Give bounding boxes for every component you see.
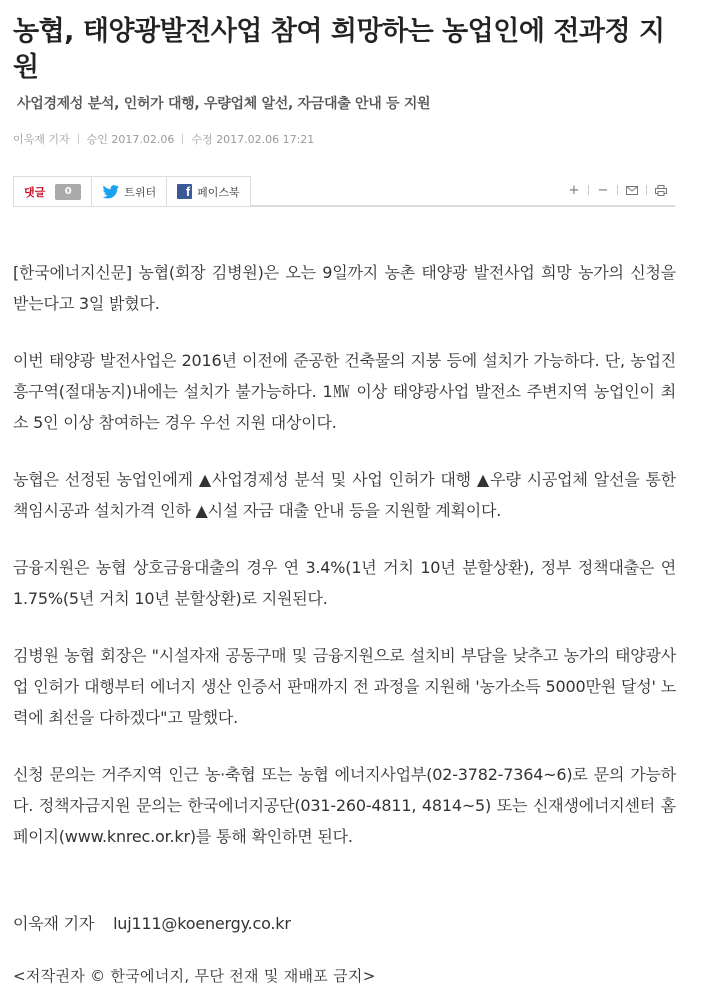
article-byline: [13, 131, 314, 147]
print-icon[interactable]: [651, 181, 671, 199]
tool-divider: [646, 185, 647, 195]
tool-divider: [588, 185, 589, 195]
body-paragraph: 농협은 선정된 농업인에게 ▲사업경제성 분석 및 사업 인허가 대행 ▲우량 시공업체 알선을 통한 책임시공과 설치가격 인하 ▲시설 자금 대출 안내 등을 지원할 계획이다.: [13, 470, 676, 520]
copyright-notice: <저작권자 © 한국에너지, 무단 전재 및 재배포 금지>: [13, 967, 376, 985]
body-paragraph: [한국에너지신문] 농협(회장 김병원)은 오는 9일까지 농촌 태양광 발전사업 희망 농가의 신청을 받는다고 3일 밝혔다.: [13, 263, 676, 313]
mail-icon[interactable]: [622, 181, 642, 199]
twitter-label: 트위터: [124, 185, 157, 199]
facebook-share-button[interactable]: [167, 177, 250, 206]
facebook-icon: f: [177, 184, 192, 199]
share-button-group: [13, 176, 251, 206]
body-paragraph: 이번 태양광 발전사업은 2016년 이전에 준공한 건축물의 지붕 등에 설치가 가능하다. 단, 농업진흥구역(절대농지)내에는 설치가 불가능하다. 1㎿ 이상 태양광사업 발전소 주변지역 농업인이 최소 5인 이상 참여하는 경우 우선 지원 대상이다.: [13, 351, 676, 432]
reporter-email[interactable]: luj111@koenergy.co.kr: [113, 914, 291, 933]
body-paragraph: 금융지원은 농협 상호금융대출의 경우 연 3.4%(1년 거치 10년 분할상환), 정부 정책대출은 연 1.75%(5년 거치 10년 분할상환)로 지원된다.: [13, 558, 676, 608]
modified-date: 수정 2017.02.06 17:21: [191, 133, 315, 146]
print-icon-graphic: [655, 185, 667, 196]
footer-reporter-name: 이욱재 기자: [13, 914, 95, 933]
body-paragraph: 김병원 농협 회장은 "시설자재 공동구매 및 금융지원으로 설치비 부담을 낮추고 농가의 태양광사업 인허가 대행부터 에너지 생산 인증서 판매까지 전 과정을 지원해 '농가소득 5000만원 달성' 노력에 최선을 다하겠다"고 말했다.: [13, 646, 676, 727]
comment-button[interactable]: [14, 177, 92, 206]
article-tools: [564, 181, 671, 199]
article-body: [13, 257, 676, 878]
zoom-out-icon[interactable]: −: [597, 182, 609, 198]
article-headline: 농협, 태양광발전사업 참여 희망하는 농업인에 전과정 지원: [13, 16, 665, 83]
article-subtitle: 사업경제성 분석, 인허가 대행, 우량업체 알선, 자금대출 안내 등 지원: [17, 96, 431, 112]
body-paragraph: 신청 문의는 거주지역 인근 농·축협 또는 농협 에너지사업부(02-3782-7364~6)로 문의 가능하다. 정책자금지원 문의는 한국에너지공단(031-260-4811, 4814~5) 또는 신재생에너지센터 홈페이지(www.knrec.or.kr)를 통해 확인하면 된다.: [13, 765, 676, 846]
byline-divider: [182, 134, 183, 144]
comment-count-badge: 0: [55, 184, 81, 200]
mail-icon-graphic: [626, 186, 638, 195]
comment-label: 댓글: [24, 185, 46, 199]
reporter-name: 이욱재 기자: [13, 133, 70, 146]
byline-divider: [78, 134, 79, 144]
twitter-share-button[interactable]: [92, 177, 167, 206]
facebook-label: 페이스북: [197, 185, 240, 199]
article-footer-reporter: [13, 911, 291, 934]
approved-date: 승인 2017.02.06: [86, 133, 175, 146]
share-bar: [13, 176, 675, 207]
zoom-in-icon[interactable]: +: [568, 182, 580, 198]
twitter-icon: [102, 185, 120, 199]
tool-divider: [617, 185, 618, 195]
